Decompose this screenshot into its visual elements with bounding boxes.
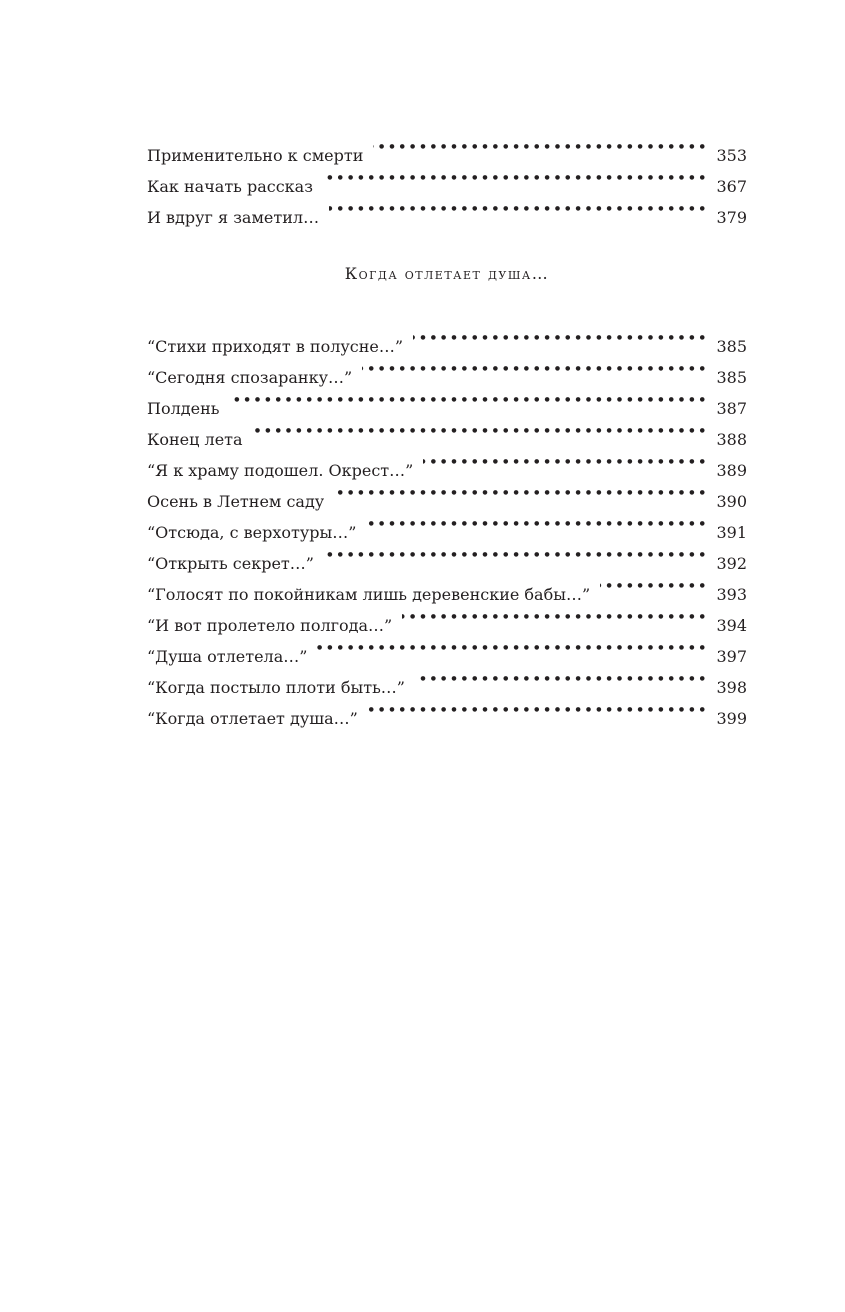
toc-entry-title: Как начать рассказ bbox=[147, 177, 313, 196]
dot-leader bbox=[368, 693, 707, 724]
toc-entry-title: “Голосят по покойникам лишь деревенские бабы…” bbox=[147, 585, 591, 604]
toc-list-section bbox=[147, 321, 747, 728]
toc-entry-title: “Открыть секрет…” bbox=[147, 554, 314, 573]
toc-entry-title: “Душа отлетела…” bbox=[147, 647, 308, 666]
toc-entry-page: 385 bbox=[716, 368, 747, 387]
toc-entry-title: “Сегодня спозаранку…” bbox=[147, 368, 353, 387]
toc-entry-page: 385 bbox=[716, 337, 747, 356]
toc-list-top bbox=[147, 130, 747, 227]
dot-leader bbox=[415, 662, 707, 693]
toc-entry-page: 397 bbox=[716, 647, 747, 666]
dot-leader bbox=[413, 321, 706, 352]
toc-entry-page: 389 bbox=[716, 461, 747, 480]
dot-leader bbox=[366, 507, 706, 538]
dot-leader bbox=[317, 631, 706, 662]
dot-leader bbox=[329, 192, 706, 223]
toc-entry-page: 391 bbox=[716, 523, 747, 542]
toc-entry-page: 392 bbox=[716, 554, 747, 573]
toc-page bbox=[147, 0, 747, 728]
toc-entry-page: 353 bbox=[716, 146, 747, 165]
section-heading: Когда отлетает душа… bbox=[344, 264, 550, 283]
toc-entry-title: “И вот пролетело полгода…” bbox=[147, 616, 393, 635]
toc-entry-page: 390 bbox=[716, 492, 747, 511]
toc-entry-page: 398 bbox=[716, 678, 747, 697]
dot-leader bbox=[253, 414, 707, 445]
toc-entry-page: 367 bbox=[716, 177, 747, 196]
toc-entry[interactable] bbox=[147, 321, 747, 356]
toc-entry[interactable] bbox=[147, 414, 747, 449]
dot-leader bbox=[402, 600, 706, 631]
toc-entry-title: И вдруг я заметил… bbox=[147, 208, 320, 227]
dot-leader bbox=[334, 476, 706, 507]
toc-entry-title: Конец лета bbox=[147, 430, 243, 449]
toc-entry-title: Полдень bbox=[147, 399, 220, 418]
dot-leader bbox=[423, 445, 706, 476]
toc-entry-title: “Когда отлетает душа…” bbox=[147, 709, 358, 728]
toc-entry-title: “Отсюда, с верхотуры…” bbox=[147, 523, 357, 542]
dot-leader bbox=[229, 383, 706, 414]
toc-entry-title: “Стихи приходят в полусне…” bbox=[147, 337, 404, 356]
toc-entry-page: 393 bbox=[716, 585, 747, 604]
dot-leader bbox=[323, 161, 707, 192]
toc-entry-page: 399 bbox=[716, 709, 747, 728]
toc-entry[interactable] bbox=[147, 130, 747, 165]
toc-entry-page: 387 bbox=[716, 399, 747, 418]
toc-entry-title: Осень в Летнем саду bbox=[147, 492, 325, 511]
toc-entry-page: 388 bbox=[716, 430, 747, 449]
dot-leader bbox=[362, 352, 706, 383]
dot-leader bbox=[324, 538, 707, 569]
toc-entry-page: 394 bbox=[716, 616, 747, 635]
toc-entry-page: 379 bbox=[716, 208, 747, 227]
dot-leader bbox=[373, 130, 706, 161]
toc-entry-title: “Когда постыло плоти быть…” bbox=[147, 678, 405, 697]
toc-entry-title: “Я к храму подошел. Окрест…” bbox=[147, 461, 414, 480]
dot-leader bbox=[600, 569, 706, 600]
toc-entry[interactable] bbox=[147, 383, 747, 418]
toc-entry-title: Применительно к смерти bbox=[147, 146, 364, 165]
